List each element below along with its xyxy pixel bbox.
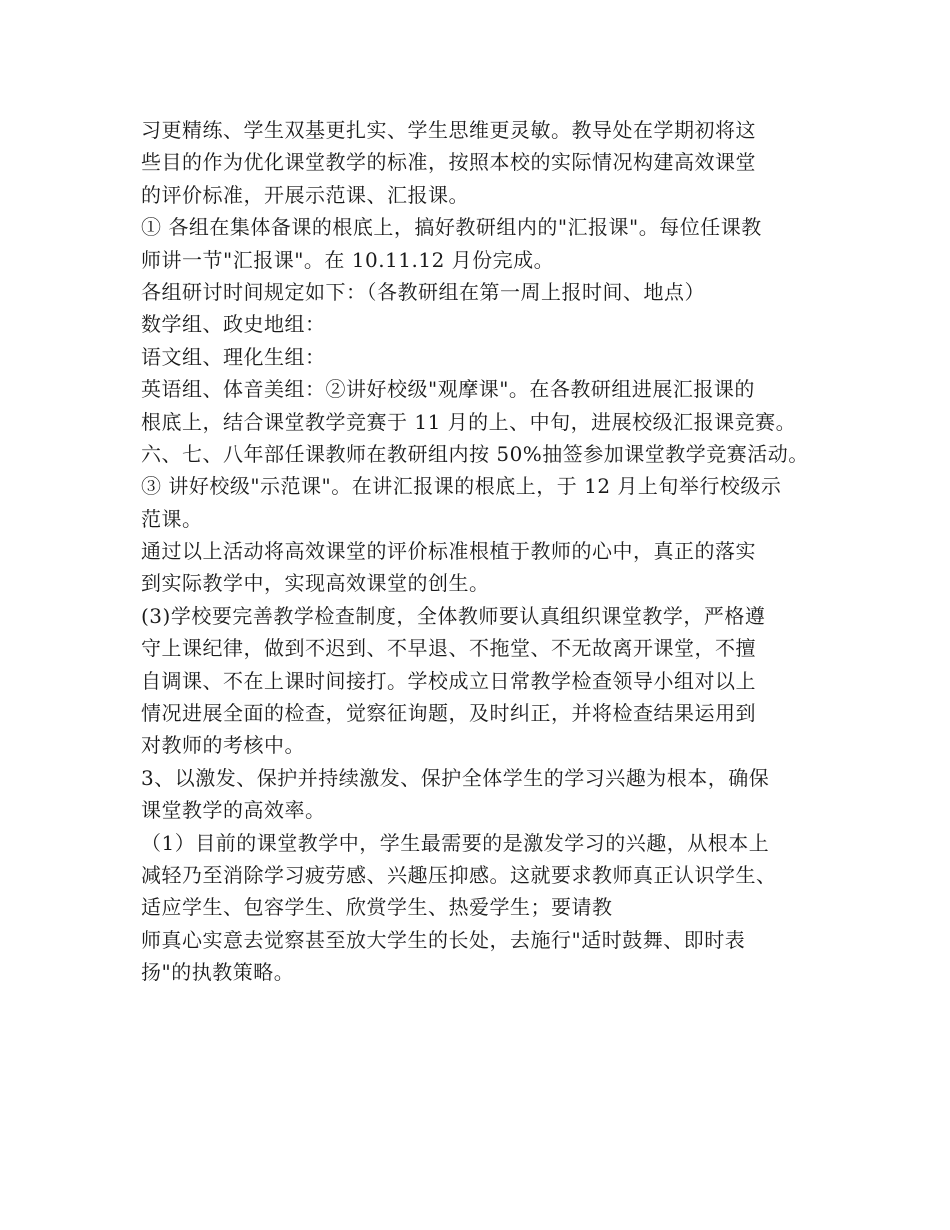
text-line: 各组研讨时间规定如下：（各教研组在第一周上报时间、地点） (141, 279, 705, 304)
text-line: 到实际教学中，实现高效课堂的创生。 (141, 571, 490, 596)
text-line: 减轻乃至消除学习疲劳感、兴趣压抑感。这就要求教师真正认识学生、 (141, 862, 777, 887)
text-line: 的评价标准，开展示范课、汇报课。 (141, 182, 469, 207)
text-line: 些目的作为优化课堂教学的标准，按照本校的实际情况构建高效课堂 (141, 150, 756, 175)
text-line: 师讲一节"汇报课"。在 10.11.12 月份完成。 (141, 247, 555, 272)
text-line: 语文组、理化生组： (141, 344, 326, 369)
text-line: 通过以上活动将高效课堂的评价标准根植于教师的心中，真正的落实 (141, 539, 756, 564)
text-line: 对教师的考核中。 (141, 733, 305, 758)
text-line: 守上课纪律，做到不迟到、不早退、不拖堂、不无故离开课堂，不擅 (141, 636, 756, 661)
text-line: 适应学生、包容学生、欣赏学生、热爱学生；要请教 (141, 895, 613, 920)
text-line: 根底上，结合课堂教学竞赛于 11 月的上、中旬，进展校级汇报课竞赛。 (141, 409, 797, 434)
text-line: 六、七、八年部任课教师在教研组内按 50%抽签参加课堂教学竞赛活动。 (141, 441, 809, 466)
text-line: (3)学校要完善教学检查制度，全体教师要认真组织课堂教学，严格遵 (141, 603, 766, 628)
text-line: 习更精练、学生双基更扎实、学生思维更灵敏。教导处在学期初将这 (141, 118, 756, 142)
text-line: 数学组、政史地组： (141, 312, 326, 337)
text-line: 师真心实意去觉察甚至放大学生的长处，去施行"适时鼓舞、即时表 (141, 927, 746, 952)
text-line: 扬"的执教策略。 (141, 960, 295, 985)
text-line: 3、以激发、保护并持续激发、保护全体学生的学习兴趣为根本，确保 (141, 765, 770, 790)
text-line: 范课。 (141, 506, 203, 531)
text-line: 课堂教学的高效率。 (141, 798, 326, 823)
text-line: 情况进展全面的检查，觉察征询题，及时纠正，并将检查结果运用到 (141, 701, 756, 726)
text-line: （1）目前的课堂教学中，学生最需要的是激发学习的兴趣，从根本上 (141, 830, 770, 855)
text-line: 自调课、不在上课时间接打。学校成立日常教学检查领导小组对以上 (141, 668, 756, 693)
text-line: ① 各组在集体备课的根底上，搞好教研组内的"汇报课"。每位任课教 (141, 215, 762, 240)
text-line: 英语组、体音美组：②讲好校级"观摩课"。在各教研组进展汇报课的 (141, 377, 755, 402)
text-line: ③ 讲好校级"示范课"。在讲汇报课的根底上，于 12 月上旬举行校级示 (141, 474, 782, 499)
document-body (141, 114, 841, 989)
